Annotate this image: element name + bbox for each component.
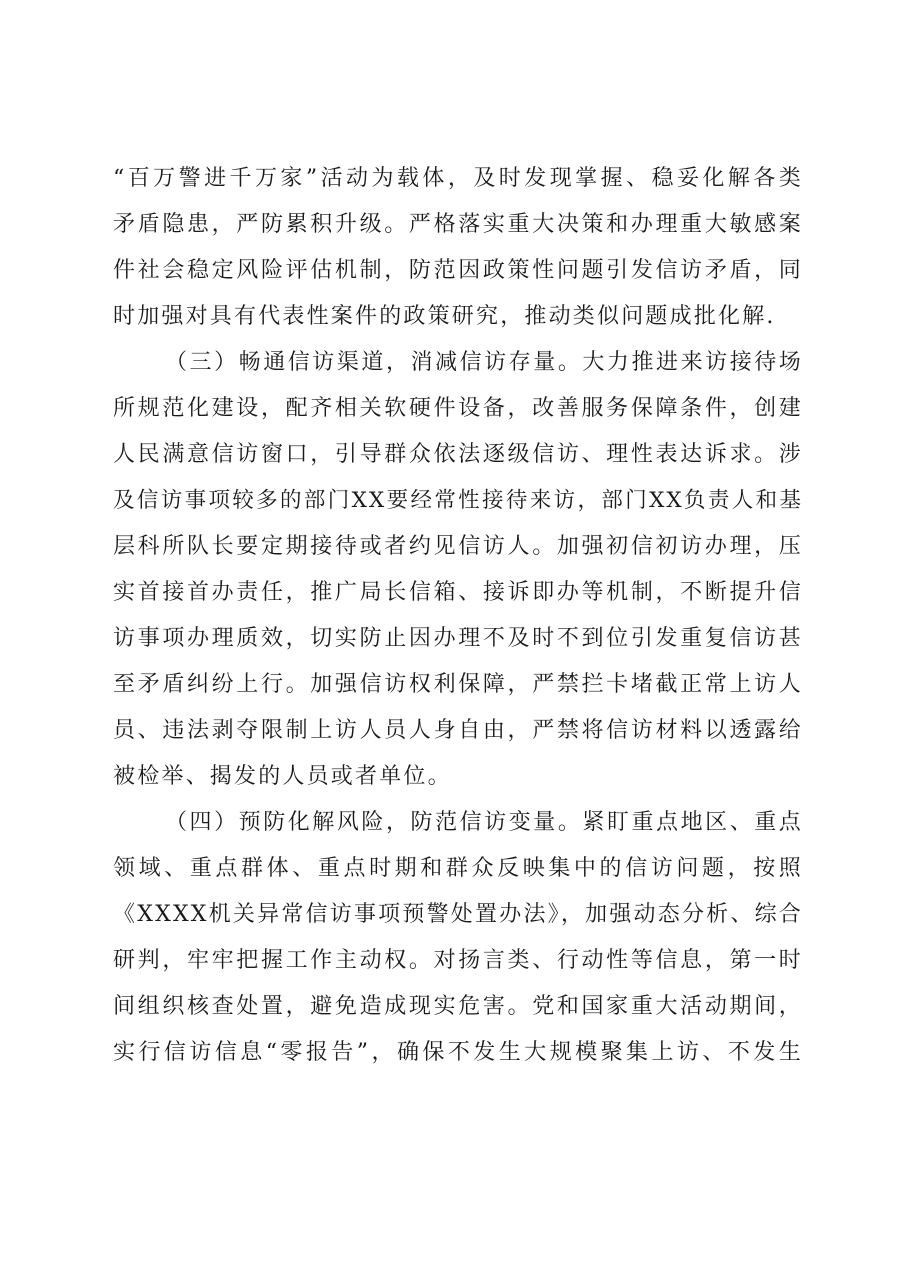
text-line: 访事项办理质效，切实防止因办理不及时不到位引发重复信访甚 [113,626,803,651]
text-line: 时加强对具有代表性案件的政策研究，推动类似问题成批化解. [113,304,776,329]
text-line: 至矛盾纠纷上行。加强信访权利保障，严禁拦卡堵截正常上访人 [113,672,803,697]
text-line: 被检举、揭发的人员或者单位。 [113,764,452,789]
text-line: 人民满意信访窗口，引导群众依法逐级信访、理性表达诉求。涉 [113,442,803,467]
text-line: 员、违法剥夺限制上访人员人身自由，严禁将信访材料以透露给 [113,718,803,743]
section-3-heading-line: （三）畅通信访渠道，消减信访存量。大力推进来访接待场 [165,350,803,375]
document-body [113,156,803,1076]
text-line: 《XXXX机关异常信访事项预警处置办法》，加强动态分析、综合 [113,902,803,927]
text-line: “百万警进千万家”活动为载体，及时发现掌握、稳妥化解各类 [113,166,803,191]
text-line: 及信访事项较多的部门XX要经常性接待来访，部门XX负责人和基 [113,488,803,513]
text-line: 间组织核查处置，避免造成现实危害。党和国家重大活动期间， [113,994,803,1019]
text-line: 件社会稳定风险评估机制，防范因政策性问题引发信访矛盾，同 [113,258,803,283]
text-line: 实行信访信息“零报告”，确保不发生大规模聚集上访、不发生 [113,1040,803,1065]
text-line: 所规范化建设，配齐相关软硬件设备，改善服务保障条件，创建 [113,396,803,421]
text-line: 矛盾隐患，严防累积升级。严格落实重大决策和办理重大敏感案 [113,212,803,237]
text-line: 实首接首办责任，推广局长信箱、接诉即办等机制，不断提升信 [113,580,803,605]
section-4-heading-line: （四）预防化解风险，防范信访变量。紧盯重点地区、重点 [165,810,803,835]
text-line: 研判，牢牢把握工作主动权。对扬言类、行动性等信息，第一时 [113,948,803,973]
text-line: 领域、重点群体、重点时期和群众反映集中的信访问题，按照 [113,856,803,881]
text-line: 层科所队长要定期接待或者约见信访人。加强初信初访办理，压 [113,534,803,559]
